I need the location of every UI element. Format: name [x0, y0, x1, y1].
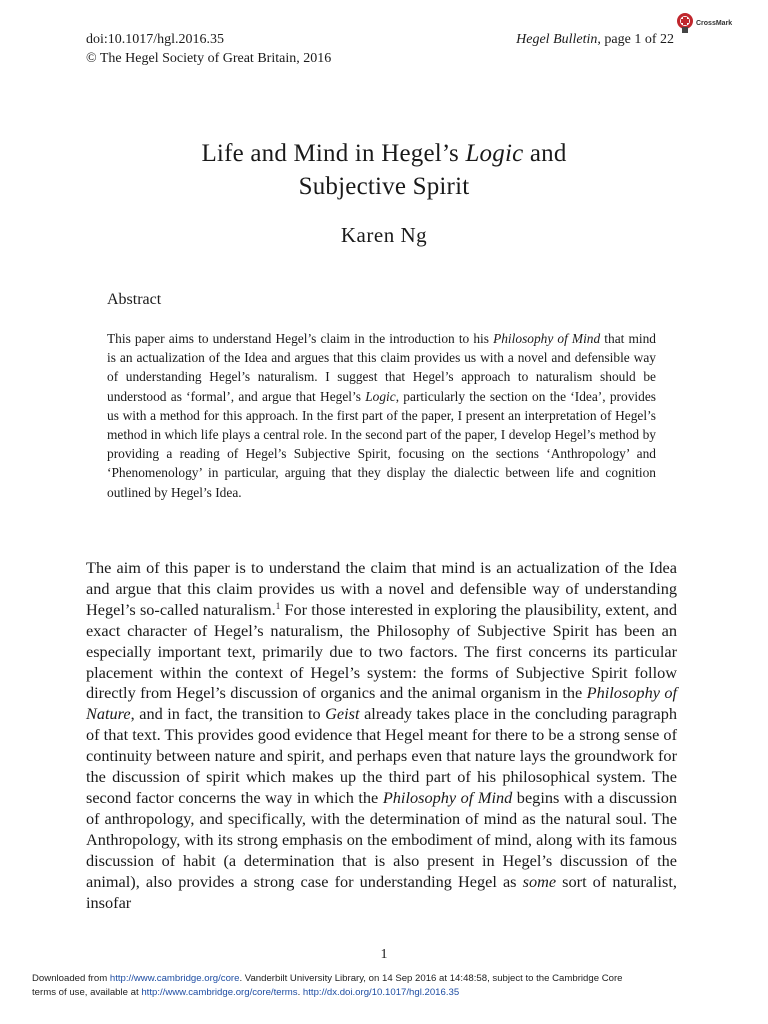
terms-link[interactable]: http://www.cambridge.org/core/terms	[141, 987, 298, 998]
paper-title	[0, 137, 768, 203]
abstract-segment: This paper aims to understand Hegel’s claim in the introduction to his	[107, 331, 494, 346]
title-line1-part1: Life and Mind in Hegel’s	[201, 140, 466, 167]
crossmark-icon	[676, 12, 694, 34]
abstract-heading: Abstract	[107, 291, 162, 308]
footer-text: . Vanderbilt University Library, on 14 Sep 2016 at 14:48:58, subject to the Cambridge Core	[239, 973, 623, 984]
body-segment: For those interested in exploring the plausibility, extent, and exact character of Hegel’s naturalism, the Philosophy of Subjective Spirit has been an especially important text, primarily due to two factors. The first concerns its particular placement within the context of Hegel’s system: the forms of Subjective Spirit follow directly from Hegel’s discussion of organics and the animal organism in the	[86, 599, 678, 703]
author-name: Karen Ng	[340, 223, 428, 247]
abstract-segment: , particularly the section on the ‘Idea’, provides us with a method for this approach. In the first part of the paper, I present an interpretation of Hegel’s method in which life plays a central role. In the second part of the paper, I develop Hegel’s method by providing a reading of Hegel’s Subjective Spirit, focusing on the sections ‘Anthropology’ and ‘Phenomenology’ in particular, arguing that they display the dialectic between life and cognition outlined by Hegel’s Idea.	[107, 388, 656, 500]
doi-text: doi:10.1017/hgl.2016.35	[86, 32, 225, 47]
page-info: , page 1 of 22	[597, 32, 674, 47]
body-italic: Philosophy of Mind	[382, 787, 513, 807]
footer-text: terms of use, available at	[32, 987, 142, 998]
footer-text: .	[297, 987, 303, 998]
body-paragraph	[86, 558, 677, 913]
body-italic: Geist	[325, 704, 360, 724]
crossmark-label: CrossMark	[696, 19, 733, 27]
abstract-italic: Philosophy of Mind	[493, 331, 601, 346]
title-line2: Subjective Spirit	[298, 173, 470, 200]
title-line1-part2: and	[523, 140, 567, 167]
journal-name: Hegel Bulletin	[516, 32, 598, 47]
crossmark-badge[interactable]	[676, 12, 732, 34]
title-logic: Logic	[465, 140, 524, 167]
body-segment: sort of naturalist, insofar	[86, 871, 677, 912]
body-italic: Philosophy of Nature	[86, 683, 677, 724]
body-segment: The aim of this paper is to understand the claim that mind is an actualization of the Idea and argue that this claim provides us with a novel and defensible way of understanding Hegel’s so-called naturalism.	[86, 558, 677, 619]
copyright-text: © The Hegel Society of Great Britain, 2016	[86, 51, 332, 66]
body-segment: already takes place in the concluding paragraph of that text. This provides good evidence that Hegel meant for there to be a strong sense of continuity between nature and spirit, and perhaps even that nature lays the groundwork for the discussion of spirit which makes up the third part of his philosophical system. The second factor concerns the way in which the	[86, 704, 677, 807]
page-number: 1	[380, 947, 388, 962]
doi-link[interactable]: http://dx.doi.org/10.1017/hgl.2016.35	[302, 987, 460, 998]
abstract-segment: that mind is an actualization of the Idea and argues that this claim provides us with a novel and defensible way of understanding Hegel’s naturalism. I suggest that Hegel’s approach to naturalism should be understood as ‘formal’, and argue that Hegel’s	[107, 331, 656, 404]
cambridge-core-link[interactable]: http://www.cambridge.org/core	[109, 973, 240, 984]
header-right	[516, 30, 674, 49]
body-segment: , and in fact, the transition to	[130, 704, 326, 724]
download-footer	[32, 972, 752, 1000]
abstract-italic: Logic	[365, 388, 396, 404]
footer-text: Downloaded from	[32, 973, 110, 984]
body-italic: some	[522, 871, 557, 891]
footnote-ref[interactable]: 1	[275, 600, 281, 611]
header-left	[86, 30, 331, 68]
body-segment: begins with a discussion of anthropology, and specifically, with the determination of mind as the natural soul. The Anthropology, with its strong emphasis on the embodiment of mind, along with its famous discussion of habit (a determination that is also present in Hegel’s discussion of the animal), also provides a strong case for understanding Hegel as	[86, 787, 677, 891]
abstract-text	[107, 329, 656, 502]
